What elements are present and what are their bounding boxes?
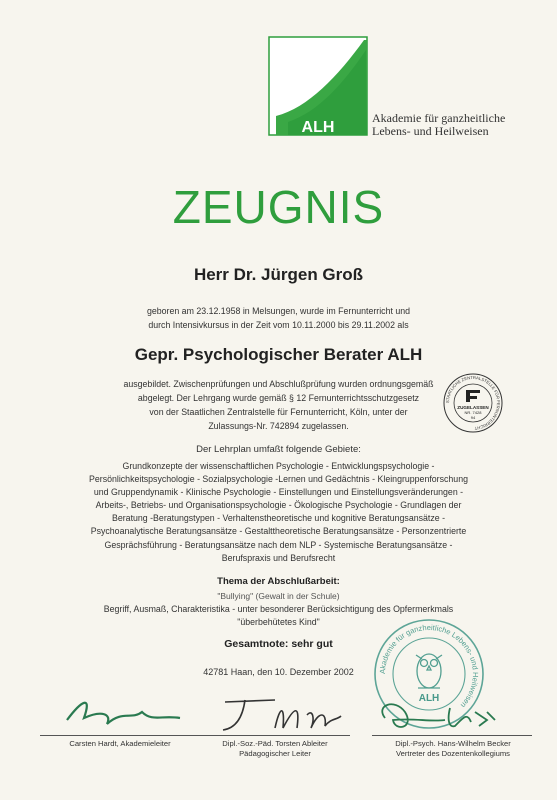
curriculum-line: Berufspraxis und Berufsrecht xyxy=(221,552,336,563)
alh-ring-text: Akademie für ganzheitliche Lebens- und Heilweisen xyxy=(377,622,481,710)
document-title: ZEUGNIS xyxy=(172,181,385,233)
org-line-2: Lebens- und Heilweisen xyxy=(372,124,489,138)
signatory-2-name: Dipl.-Soz.-Päd. Torsten Ableiter xyxy=(222,739,328,748)
zfu-ring-text: STAATLICHE ZENTRALSTELLE FÜR FERNUNTERRICHT xyxy=(444,374,502,431)
owl-icon xyxy=(416,654,442,688)
curriculum-list xyxy=(76,460,481,565)
born-line-1: geboren am 23.12.1958 in Melsungen, wurde im Fernunterricht und xyxy=(146,306,411,316)
signature-becker xyxy=(375,690,505,735)
signature-line-1 xyxy=(40,735,200,736)
zfu-logo-icon xyxy=(466,390,480,402)
signatory-1 xyxy=(40,739,200,749)
zfu-center-1: ZUGELASSEN xyxy=(457,405,489,410)
signatory-3 xyxy=(368,739,538,759)
curriculum-line: Psychoanalytische Beratungsansätze - Gestalttheoretische Beratungsansätze - Personzentrierte xyxy=(90,526,467,537)
signatory-1-name: Carsten Hardt, Akademieleiter xyxy=(69,739,171,748)
curriculum-line: Gesprächsführung - Beratungsansätze nach dem NLP - Systemische Beratungsansätze - xyxy=(104,539,453,550)
thesis-line-2: Begriff, Ausmaß, Charakteristika - unter besonderer Berücksichtigung des Opfermerkmals xyxy=(103,604,454,614)
zfu-seal xyxy=(442,372,504,434)
alh-logo xyxy=(268,36,368,136)
overall-grade: Gesamtnote: sehr gut xyxy=(224,638,333,650)
curriculum-line: Arbeits-, Betriebs- und Organisationspsychologie - Ökologische Psychologie - Grundlagen der xyxy=(95,500,462,511)
birth-course-text xyxy=(0,304,557,332)
thesis-heading: Thema der Abschlußarbeit: xyxy=(217,576,340,587)
signatory-2-role: Pädagogischer Leiter xyxy=(239,749,311,758)
alh-stamp-center: ALH xyxy=(418,693,440,704)
born-line-2: durch Intensivkursus in der Zeit vom 10.11.2000 bis 29.11.2002 als xyxy=(148,320,409,330)
signatory-3-role: Vertreter des Dozentenkollegiums xyxy=(396,749,510,758)
signatory-3-name: Dipl.-Psych. Hans-Wilhelm Becker xyxy=(395,739,511,748)
signature-line-2 xyxy=(200,735,350,736)
trained-line-3: von der Staatlichen Zentralstelle für Fernunterricht, Köln, unter der xyxy=(149,407,408,417)
recipient-name: Herr Dr. Jürgen Groß xyxy=(193,265,364,284)
curriculum-heading: Der Lehrplan umfaßt folgende Gebiete: xyxy=(196,444,361,455)
place-and-date: 42781 Haan, den 10. Dezember 2002 xyxy=(203,667,354,677)
signature-line-3 xyxy=(372,735,532,736)
thesis-line-3: "überbehütetes Kind" xyxy=(237,617,320,627)
logo-text: ALH xyxy=(301,119,335,136)
trained-line-1: ausgebildet. Zwischenprüfungen und Abschlußprüfung wurden ordnungsgemäß xyxy=(123,379,434,389)
svg-text:STAATLICHE ZENTRALSTELLE FÜR F xyxy=(445,375,501,431)
curriculum-line: und Gruppendynamik - Klinische Psychologie - Einstellungen und Einstellungsveränderungen - xyxy=(93,487,464,498)
degree-title: Gepr. Psychologischer Berater ALH xyxy=(134,345,423,364)
zfu-center-2: NR. 7428 xyxy=(464,410,482,415)
signature-hardt xyxy=(62,690,192,735)
signatory-2 xyxy=(195,739,355,759)
signature-ableiter xyxy=(215,690,345,735)
curriculum-line: Beratung -Beratungstypen - Verhaltenstheoretische und kognitive Beratungsansätze - xyxy=(111,513,446,524)
trained-line-4: Zulassungs-Nr. 742894 zugelassen. xyxy=(208,421,349,431)
curriculum-line: Persönlichkeitspsychologie - Sozialpsychologie -Lernen und Gedächtnis - Kleingruppenforschung xyxy=(89,474,468,485)
curriculum-line: Grundkonzepte der wissenschaftlichen Psychologie - Entwicklungspsychologie - xyxy=(122,461,435,471)
org-line-1: Akademie für ganzheitliche xyxy=(372,111,506,125)
thesis-title: "Bullying" (Gewalt in der Schule) xyxy=(217,591,340,601)
trained-line-2: abgelegt. Der Lehrgang wurde gemäß § 12 Fernunterrichtsschutzgesetz xyxy=(137,393,420,403)
zfu-center-3: 94 xyxy=(470,415,476,420)
organization-name xyxy=(372,112,505,138)
